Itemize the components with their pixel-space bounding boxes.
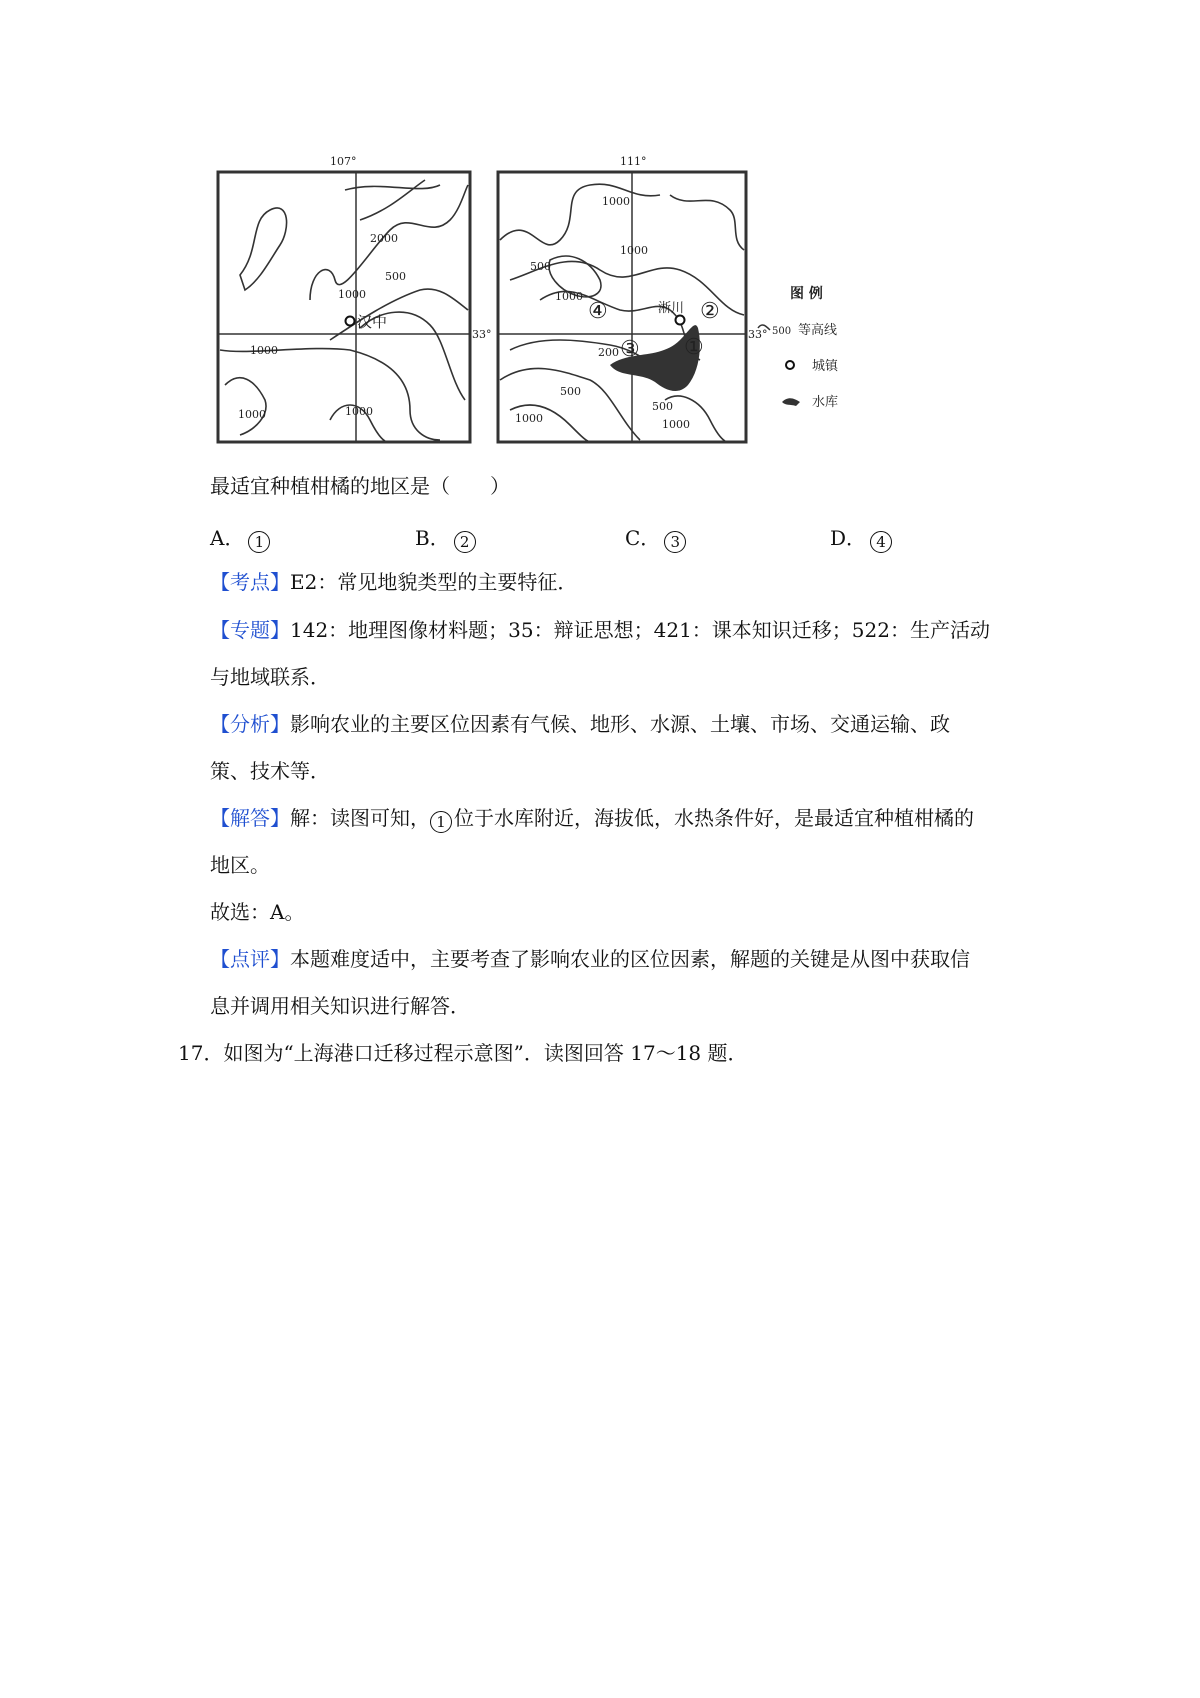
fenxi-line-1 (210, 712, 950, 736)
left-latitude-label: 33° (472, 328, 492, 341)
marker-1: ① (684, 335, 704, 360)
right-longitude-label: 111° (620, 155, 647, 168)
contour-label: 1000 (602, 195, 630, 208)
dianping-tag: 【点评】 (210, 947, 290, 971)
answer-text: 故选：A。 (210, 900, 305, 924)
kaodian-tag: 【考点】 (210, 570, 290, 594)
jieda-text-1b: 位于水库附近，海拔低，水热条件好，是最适宜种植柑橘的 (454, 806, 974, 830)
contour-label: 1000 (555, 290, 583, 303)
option-d[interactable] (830, 522, 892, 553)
jieda-text-2: 地区。 (210, 853, 270, 877)
town-marker-right (676, 316, 685, 325)
legend-town-label: 城镇 (812, 359, 839, 374)
dianping-text-2: 息并调用相关知识进行解答． (210, 994, 470, 1018)
legend-contour-value: 500 (772, 326, 792, 337)
zhuanti-line-1 (210, 618, 990, 642)
right-latitude-label: 33° (748, 328, 768, 341)
jieda-line-1 (210, 806, 974, 833)
option-letter: D． (830, 526, 867, 550)
option-letter: C． (625, 526, 661, 550)
option-circled-number: 2 (454, 531, 476, 553)
option-circled-number: 1 (248, 531, 270, 553)
marker-4: ④ (588, 299, 608, 324)
contour-label: 200 (598, 346, 619, 359)
legend-reservoir-icon (782, 398, 800, 406)
option-b[interactable] (415, 522, 476, 553)
question-text: 最适宜种植柑橘的地区是（ ） (210, 474, 510, 498)
city-label-hanzhong: 汉中 (357, 313, 388, 331)
contour-label: 1000 (515, 412, 543, 425)
legend-contour-label: 等高线 (798, 323, 838, 338)
contour-label: 500 (652, 400, 673, 413)
contour-label: 500 (560, 385, 581, 398)
contour-label: 1000 (345, 405, 373, 418)
contour-label: 1000 (338, 288, 366, 301)
fenxi-tag: 【分析】 (210, 712, 290, 736)
jieda-text-1a: 解：读图可知， (290, 806, 430, 830)
jieda-circled-number: 1 (430, 811, 452, 833)
left-contours (220, 180, 468, 441)
fenxi-text-1: 影响农业的主要区位因素有气候、地形、水源、土壤、市场、交通运输、政 (290, 712, 950, 736)
option-letter: A． (210, 526, 245, 550)
contour-label: 500 (385, 270, 406, 283)
legend-title: 图 例 (790, 286, 823, 302)
left-map-frame (218, 172, 470, 442)
legend-town-icon (786, 361, 794, 369)
kaodian-line (210, 570, 577, 594)
town-marker-left (346, 317, 355, 326)
option-circled-number: 3 (664, 531, 686, 553)
marker-2: ② (700, 299, 720, 324)
dianping-text-1: 本题难度适中，主要考查了影响农业的区位因素，解题的关键是从图中获取信 (290, 947, 970, 971)
fenxi-text-2: 策、技术等． (210, 759, 330, 783)
option-circled-number: 4 (870, 531, 892, 553)
option-a[interactable] (210, 522, 270, 553)
next-question-text: 17．如图为“上海港口迁移过程示意图”．读图回答 17～18 题． (178, 1041, 748, 1065)
legend-reservoir-label: 水库 (812, 395, 839, 410)
left-longitude-label: 107° (330, 155, 357, 168)
jieda-tag: 【解答】 (210, 806, 290, 830)
option-letter: B． (415, 526, 450, 550)
zhuanti-text-2: 与地域联系． (210, 665, 330, 689)
contour-label: 1000 (238, 408, 266, 421)
contour-map-figure (210, 150, 950, 460)
contour-label: 1000 (662, 418, 690, 431)
contour-label: 1000 (620, 244, 648, 257)
zhuanti-tag: 【专题】 (210, 618, 290, 642)
contour-map-svg (210, 150, 950, 460)
dianping-line-1 (210, 947, 970, 971)
option-c[interactable] (625, 522, 686, 553)
city-label-xichuan: 淅川 (658, 301, 685, 316)
contour-label: 500 (530, 260, 551, 273)
contour-label: 1000 (250, 344, 278, 357)
marker-3: ③ (620, 337, 640, 362)
zhuanti-text-1: 142：地理图像材料题；35：辩证思想；421：课本知识迁移；522：生产活动 (290, 618, 990, 642)
contour-label: 2000 (370, 232, 398, 245)
kaodian-text: E2：常见地貌类型的主要特征． (290, 570, 578, 594)
